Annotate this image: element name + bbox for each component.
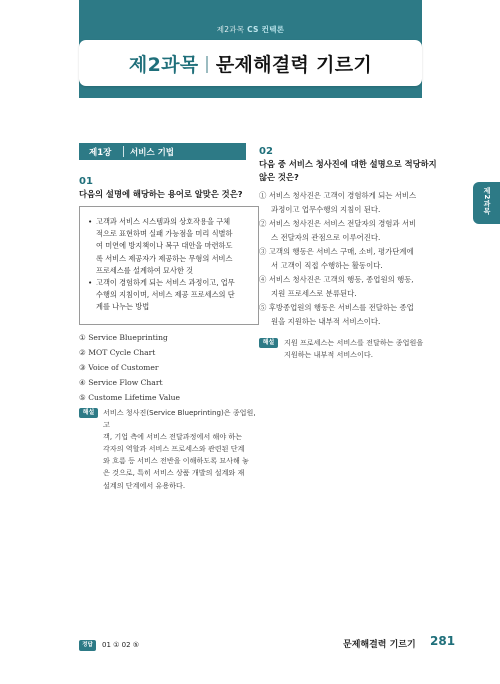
q1-option[interactable]: ④ Service Flow Chart [79,378,163,387]
option-line: ⑤ 후방종업원의 행동은 서비스를 전달하는 종업 [259,303,414,312]
explanation-line: 객, 기업 측에 서비스 전달과정에서 해야 하는 [103,432,243,442]
title-subject: 제2과목 [128,54,199,76]
box-line: 고객이 경험하게 되는 서비스 과정이고, 업무 [96,278,235,287]
option-line: 원을 지원하는 내부적 서비스이다. [271,317,381,326]
q2-option[interactable] [259,189,459,217]
q2-explanation [284,337,464,361]
page-number: 281 [430,634,456,648]
box-line: 고객과 서비스 시스템과의 상호작용을 구체 [96,217,231,226]
option-line: 과정이고 업무수행의 지침이 된다. [271,205,381,214]
q1-question: 다음의 설명에 해당하는 용어로 알맞은 것은? [79,189,243,199]
title-card [79,40,422,86]
explanation-line: 설계의 단계에서 유용하다. [103,480,186,490]
q1-explanation [103,407,263,492]
explanation-line: 서비스 청사진(Service Blueprinting)은 종업원, 고 [103,408,256,430]
series-label [79,24,422,35]
q2-option[interactable] [259,301,459,329]
q2-option[interactable] [259,217,459,245]
q2-number: 02 [259,146,273,157]
option-line: 지원 프로세스로 분류된다. [271,289,357,298]
q2-explanation-tag: 해설 [259,338,278,348]
side-tab[interactable] [473,182,500,224]
answer-key: 01 ① 02 ⑤ [102,641,140,649]
option-line: ② 서비스 청사진은 서비스 전달자의 경험과 서비 [259,219,417,228]
option-line: 서 고객이 직접 수행하는 활동이다. [271,261,383,270]
side-tab-label: 제2과목 [483,187,491,215]
option-line: 스 전달자의 관점으로 이루어진다. [271,233,381,242]
series-name: CS 컨텍론 [247,25,285,34]
chapter-bar [79,143,246,160]
option-line: ① 서비스 청사진은 고객이 경험하게 되는 서비스 [259,191,417,200]
box-item [88,277,254,314]
question-line: 않은 것은? [259,172,299,182]
explanation-line: 와 흐름 등 서비스 전반을 이해하도록 묘사해 놓 [103,456,249,466]
chapter-name: 서비스 기법 [130,148,175,158]
box-line: 계를 나누는 방법 [96,302,150,312]
box-line: 적으로 표현하며 실패 가능점을 미리 식별하 [96,229,233,239]
question-line: 다음 중 서비스 청사진에 대한 설명으로 적당하지 [259,159,437,169]
bullet-icon: • [88,278,93,287]
footer-title: 문제해결력 기르기 [343,640,416,650]
bullet-icon: • [88,217,93,226]
explanation-line: 각자의 역할과 서비스 프로세스와 관련된 단계 [103,444,245,454]
page-header [0,0,500,98]
q2-question [259,158,437,184]
box-item [88,216,254,277]
q1-option[interactable]: ③ Voice of Customer [79,363,159,372]
title-divider [206,56,208,73]
box-line: 록 서비스 제공자가 제공하는 무형의 서비스 [96,253,233,263]
option-line: ③ 고객의 행동은 서비스 구매, 소비, 평가단계에 [259,247,414,256]
explanation-line: 지원 프로세스는 서비스를 전달하는 종업원을 [284,338,424,347]
page-title [79,50,422,77]
q1-number: 01 [79,176,93,187]
q2-option[interactable] [259,273,459,301]
chapter-divider [123,146,124,157]
q1-option[interactable]: ① Service Blueprinting [79,333,168,342]
q1-explanation-tag: 해설 [79,408,98,418]
box-line: 프로세스를 설계하여 묘사한 것 [96,265,194,275]
explanation-line: 은 것으로, 특히 서비스 상품 개발의 설계와 재 [103,468,245,478]
box-line: 여 미연에 방지책이나 복구 대안을 마련하도 [96,241,233,251]
explanation-line: 지원하는 내부적 서비스이다. [284,350,373,360]
q1-option[interactable]: ② MOT Cycle Chart [79,348,156,357]
option-line: ④ 서비스 청사진은 고객의 행동, 종업원의 행동, [259,275,414,284]
chapter-number: 제1장 [89,148,112,158]
series-prefix: 제2과목 [216,25,245,34]
box-line: 수행의 지침이며, 서비스 제공 프로세스의 단 [96,290,235,300]
q2-option[interactable] [259,245,459,273]
title-text: 문제해결력 기르기 [215,54,373,76]
q1-option[interactable]: ⑤ Custome Lifetime Value [79,393,181,402]
answer-tag: 정답 [79,640,96,651]
q1-description-box [79,206,259,325]
